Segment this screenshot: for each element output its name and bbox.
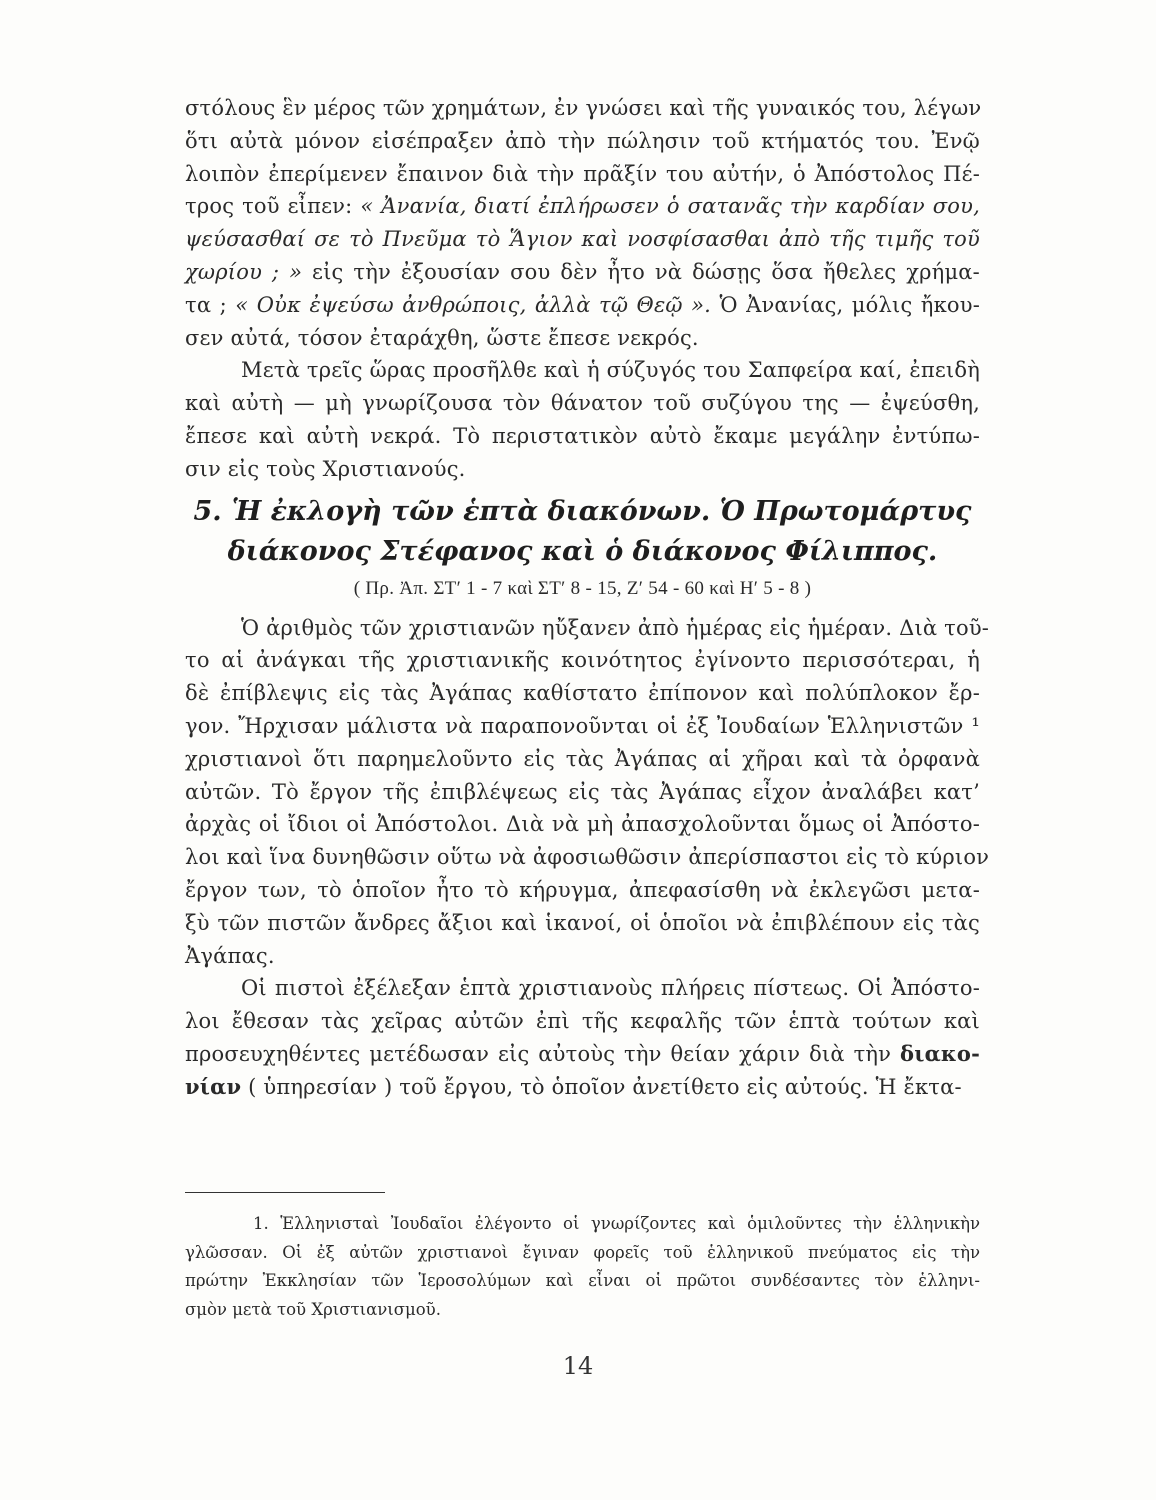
text-line: 1. Ἑλληνισταὶ Ἰουδαῖοι ἐλέγοντο οἱ γνωρίζοντες καὶ ὁμιλοῦντες τὴν ἑλληνικὴν bbox=[253, 1214, 980, 1233]
footnote bbox=[185, 1210, 980, 1324]
page-body bbox=[185, 92, 990, 1104]
text-line: ἔργον των, τὸ ὁποῖον ἦτο τὸ κήρυγμα, ἀπεφασίσθη νὰ ἐκλεγῶσι μετα- bbox=[185, 877, 980, 902]
text-line bbox=[185, 322, 980, 355]
quotation-text: « Ἀνανία, διατί ἐπλήρωσεν ὁ σατανᾶς τὴν καρδίαν σου, bbox=[360, 194, 980, 219]
text-line: Ὁ ἀριθμὸς τῶν χριστιανῶν ηὔξανεν ἀπὸ ἡμέρας εἰς ἡμέραν. Διὰ τοῦ- bbox=[241, 615, 990, 640]
text-segment: τρος τοῦ εἶπεν: bbox=[185, 194, 361, 219]
text-line bbox=[185, 1071, 980, 1104]
text-line: γον. Ἤρχισαν μάλιστα νὰ παραπονοῦνται οἱ ἐξ Ἰουδαίων Ἑλληνιστῶν ¹ bbox=[185, 713, 980, 738]
text-line: καὶ αὐτὴ — μὴ γνωρίζουσα τὸν θάνατον τοῦ συζύγου της — ἐψεύσθη, bbox=[185, 391, 980, 416]
text-line bbox=[185, 1005, 980, 1038]
text-segment: ὅτι αὐτὰ μόνον εἰσέπραξεν ἀπὸ τὴν πώλησιν τοῦ κτήματός του. Ἐνῷ bbox=[185, 128, 980, 153]
paragraph-ananias bbox=[185, 92, 980, 354]
text-line: ξὺ τῶν πιστῶν ἄνδρες ἄξιοι καὶ ἱκανοί, οἱ ὁποῖοι νὰ ἐπιβλέπουν εἰς τὰς bbox=[185, 910, 980, 935]
text-line: σιν εἰς τοὺς Χριστιανούς. bbox=[185, 456, 466, 481]
text-segment: Ὁ Ἀνανίας, μόλις ἤκου- bbox=[711, 292, 981, 317]
text-segment: Οἱ πιστοὶ ἐξέλεξαν ἑπτὰ χριστιανοὺς πλήρεις πίστεως. Οἱ Ἀπόστο- bbox=[241, 976, 980, 1001]
text-line: ἔπεσε καὶ αὐτὴ νεκρά. Τὸ περιστατικὸν αὐτὸ ἔκαμε μεγάλην ἐντύπω- bbox=[185, 423, 980, 448]
text-line: το αἱ ἀνάγκαι τῆς χριστιανικῆς κοινότητος ἐγίνοντο περισσότεραι, ἡ bbox=[185, 648, 980, 673]
quotation-text: χωρίου ; » bbox=[185, 259, 303, 284]
text-line: χριστιανοὶ ὅτι παρημελοῦντο εἰς τὰς Ἀγάπας αἱ χῆραι καὶ τὰ ὀρφανὰ bbox=[185, 746, 980, 771]
quotation-text: « Οὐκ ἐψεύσω ἀνθρώποις, ἀλλὰ τῷ Θεῷ ». bbox=[235, 292, 712, 317]
text-segment: ( ὑπηρεσίαν ) τοῦ ἔργου, τὸ ὁποῖον ἀνετίθετο εἰς αὐτούς. Ἡ ἔκτα- bbox=[241, 1074, 962, 1099]
text-line: λοι καὶ ἵνα δυνηθῶσιν οὕτω νὰ ἀφοσιωθῶσιν ἀπερίσπαστοι εἰς τὸ κύριον bbox=[185, 845, 990, 870]
text-segment: σεν αὐτά, τόσον ἐταράχθη, ὥστε ἔπεσε νεκρός. bbox=[185, 325, 699, 350]
text-line: γλῶσσαν. Οἱ ἐξ αὐτῶν χριστιανοὶ ἔγιναν φορεῖς τοῦ ἑλληνικοῦ πνεύματος εἰς τὴν bbox=[185, 1242, 980, 1262]
section-number: 5. bbox=[193, 495, 222, 527]
text-line bbox=[185, 92, 980, 125]
text-segment: τα ; bbox=[185, 292, 236, 317]
bold-term: διακο- bbox=[900, 1040, 980, 1066]
paragraph-seven-deacons bbox=[185, 972, 980, 1103]
text-line bbox=[185, 223, 980, 256]
section-title-1: Ἡ ἐκλογὴ τῶν ἑπτὰ διακόνων. Ὁ Πρωτομάρτυς bbox=[231, 495, 972, 527]
text-line bbox=[185, 1038, 980, 1071]
text-segment: λοι ἔθεσαν τὰς χεῖρας αὐτῶν ἐπὶ τῆς κεφαλῆς τῶν ἑπτὰ τούτων καὶ bbox=[185, 1009, 980, 1034]
bold-term: νίαν bbox=[185, 1073, 242, 1099]
footnote-separator bbox=[185, 1192, 385, 1193]
paragraph-sapphira bbox=[185, 354, 980, 485]
text-line: ἀρχὰς οἱ ἴδιοι οἱ Ἀπόστολοι. Διὰ νὰ μὴ ἀπασχολοῦνται ὅμως οἱ Ἀπόστο- bbox=[185, 812, 980, 837]
text-line: πρώτην Ἐκκλησίαν τῶν Ἱεροσολύμων καὶ εἶναι οἱ πρῶτοι συνδέσαντες τὸν ἑλληνι- bbox=[185, 1271, 980, 1290]
text-line: Ἀγάπας. bbox=[185, 943, 275, 968]
text-line bbox=[185, 972, 980, 1005]
text-segment: εἰς τὴν ἐξουσίαν σου δὲν ἦτο νὰ δώσῃς ὅσα ἤθελες χρήμα- bbox=[302, 259, 980, 284]
text-segment: προσευχηθέντες μετέδωσαν εἰς αὐτοὺς τὴν θείαν χάριν διὰ τὴν bbox=[185, 1041, 900, 1066]
page-number: 14 bbox=[562, 1352, 594, 1380]
section-heading-line-2: διάκονος Στέφανος καὶ ὁ διάκονος Φίλιππος. bbox=[227, 535, 938, 567]
quotation-text: ψεύσασθαί σε τὸ Πνεῦμα τὸ Ἅγιον καὶ νοσφίσασθαι ἀπὸ τῆς τιμῆς τοῦ bbox=[185, 227, 980, 252]
section-heading bbox=[185, 492, 980, 572]
text-line bbox=[185, 190, 980, 223]
text-line: δὲ ἐπίβλεψις εἰς τὰς Ἀγάπας καθίστατο ἐπίπονον καὶ πολύπλοκον ἔρ- bbox=[185, 681, 980, 706]
text-line bbox=[185, 158, 980, 191]
scripture-reference: ( Πρ. Ἀπ. ΣΤ′ 1 - 7 καὶ ΣΤ′ 8 - 15, Ζ′ 54 - 60 καὶ Η′ 5 - 8 ) bbox=[353, 577, 812, 599]
text-segment: λοιπὸν ἐπερίμενεν ἔπαινον διὰ τὴν πρᾶξίν του αὐτήν, ὁ Ἀπόστολος Πέ- bbox=[185, 161, 980, 186]
text-line: αὐτῶν. Τὸ ἔργον τῆς ἐπιβλέψεως εἰς τὰς Ἀγάπας εἶχον ἀναλάβει κατ’ bbox=[185, 779, 980, 804]
text-segment: στόλους ἓν μέρος τῶν χρημάτων, ἐν γνώσει καὶ τῆς γυναικός του, λέγων bbox=[185, 96, 982, 120]
text-line: Μετὰ τρεῖς ὥρας προσῆλθε καὶ ἡ σύζυγός του Σαπφείρα καί, ἐπειδὴ bbox=[241, 358, 980, 383]
section-heading-line-1 bbox=[185, 492, 980, 532]
text-line bbox=[185, 289, 980, 322]
text-line bbox=[185, 125, 980, 158]
text-line: σμὸν μετὰ τοῦ Χριστιανισμοῦ. bbox=[185, 1299, 441, 1319]
text-line bbox=[185, 256, 980, 289]
paragraph-number-of-christians bbox=[185, 612, 990, 973]
